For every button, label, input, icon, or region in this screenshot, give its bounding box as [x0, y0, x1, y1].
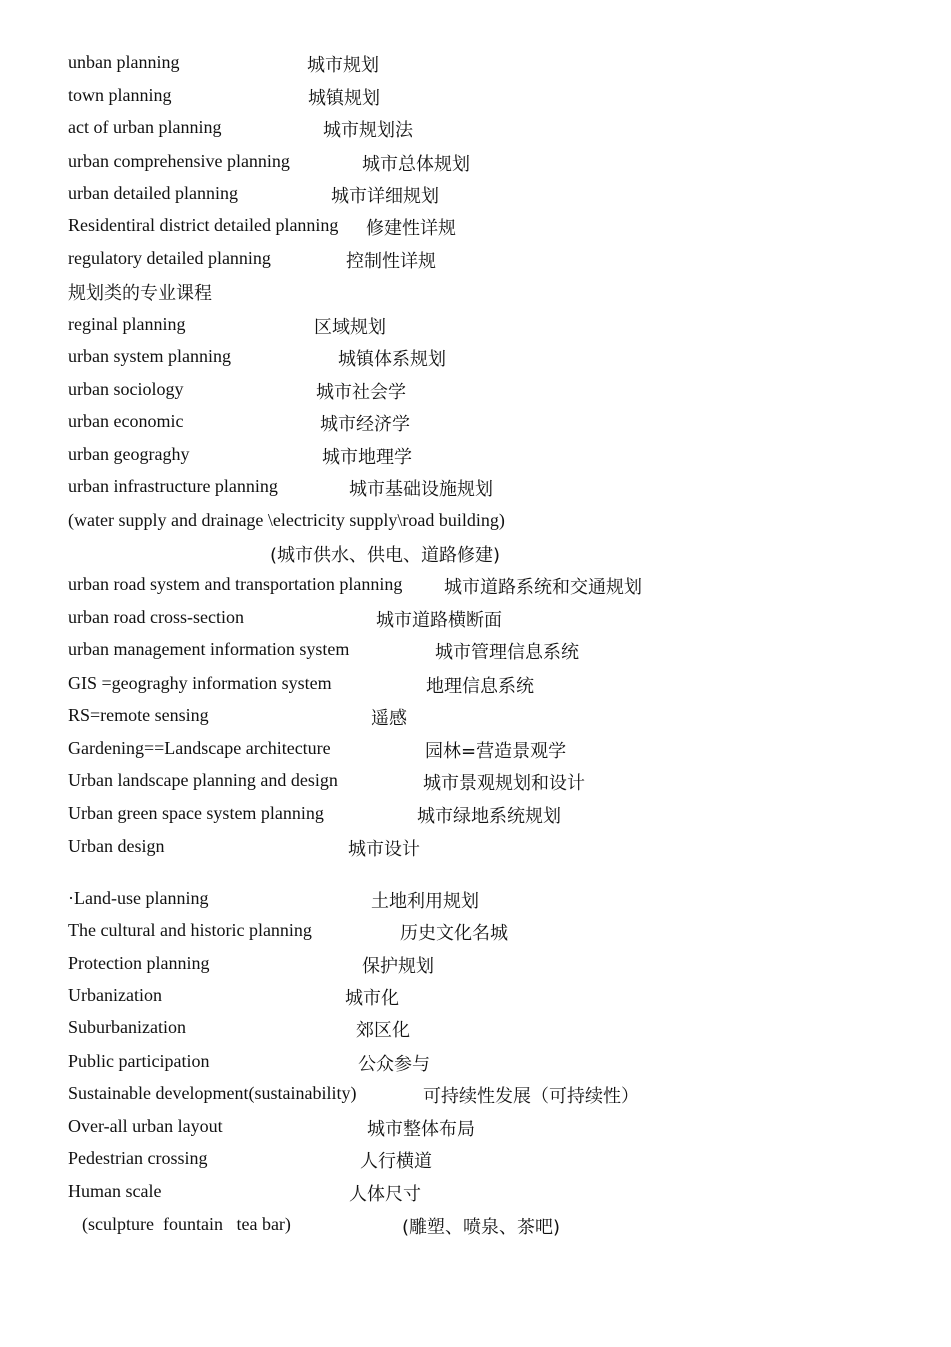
term-english: urban road cross-section [68, 607, 244, 627]
term-english: (water supply and drainage \electricity supply\road building) [68, 510, 505, 530]
term-english: urban detailed planning [68, 183, 238, 203]
term-english: GIS =geograghy information system [68, 673, 332, 693]
term-chinese: 城市总体规划 [362, 154, 470, 175]
term-english: Urban green space system planning [68, 803, 324, 823]
term-chinese: 遥感 [371, 708, 407, 729]
term-chinese: 公众参与 [358, 1054, 430, 1075]
term-english: urban sociology [68, 379, 184, 399]
term-english: Human scale [68, 1181, 162, 1201]
term-english: The cultural and historic planning [68, 920, 312, 940]
term-chinese: (城市供水、供电、道路修建) [270, 545, 501, 566]
term-chinese: 城镇体系规划 [338, 349, 446, 370]
term-english: Pedestrian crossing [68, 1148, 208, 1168]
term-chinese: 城市整体布局 [367, 1119, 475, 1140]
term-chinese: 城镇规划 [308, 88, 380, 109]
term-chinese: 城市道路横断面 [376, 610, 502, 631]
term-chinese: 城市规划法 [323, 120, 413, 141]
term-english: Gardening==Landscape architecture [68, 738, 331, 758]
term-english: (sculpture fountain tea bar) [82, 1214, 291, 1234]
term-english: Over-all urban layout [68, 1116, 223, 1136]
term-chinese: 城市经济学 [320, 414, 410, 435]
term-chinese: 城市地理学 [322, 447, 412, 468]
section-heading-text: 规划类的专业课程 [68, 283, 212, 304]
term-english: town planning [68, 85, 172, 105]
term-chinese: 城市景观规划和设计 [423, 773, 585, 794]
term-chinese: 可持续性发展（可持续性） [423, 1086, 639, 1107]
term-english: RS=remote sensing [68, 705, 209, 725]
term-english: Public participation [68, 1051, 210, 1071]
term-chinese: 修建性详规 [366, 218, 456, 239]
term-english: Urban design [68, 836, 165, 856]
term-chinese: 城市社会学 [316, 382, 406, 403]
term-english: urban road system and transportation planning [68, 574, 403, 594]
term-english: unban planning [68, 52, 180, 72]
term-english: regulatory detailed planning [68, 248, 271, 268]
term-english: Sustainable development(sustainability) [68, 1083, 357, 1103]
term-chinese: 园林=营造景观学 [425, 741, 567, 762]
term-chinese: (雕塑、喷泉、茶吧) [402, 1217, 561, 1238]
term-english: urban system planning [68, 346, 231, 366]
term-english: reginal planning [68, 314, 186, 334]
term-english: Urbanization [68, 985, 162, 1005]
term-chinese: 城市绿地系统规划 [417, 806, 561, 827]
term-chinese: 控制性详规 [346, 251, 436, 272]
term-english: act of urban planning [68, 117, 222, 137]
term-chinese: 城市详细规划 [331, 186, 439, 207]
term-english: Urban landscape planning and design [68, 770, 338, 790]
term-english: Protection planning [68, 953, 210, 973]
term-chinese: 区域规划 [314, 317, 386, 338]
term-chinese: 历史文化名城 [400, 923, 508, 944]
term-english: Suburbanization [68, 1017, 186, 1037]
term-chinese: 城市规划 [307, 55, 379, 76]
term-chinese: 保护规划 [362, 956, 434, 977]
term-english: urban comprehensive planning [68, 151, 290, 171]
term-english: urban infrastructure planning [68, 476, 278, 496]
term-chinese: 城市化 [345, 988, 399, 1009]
term-english: urban management information system [68, 639, 350, 659]
term-chinese: 地理信息系统 [426, 676, 534, 697]
term-english: urban geograghy [68, 444, 190, 464]
term-english: urban economic [68, 411, 184, 431]
term-chinese: 人体尺寸 [349, 1184, 421, 1205]
term-chinese: 城市道路系统和交通规划 [444, 577, 642, 598]
term-english: ·Land-use planning [68, 888, 209, 908]
term-chinese: 城市设计 [348, 839, 420, 860]
term-chinese: 城市基础设施规划 [349, 479, 493, 500]
term-english: Residentiral district detailed planning [68, 215, 339, 235]
term-chinese: 人行横道 [360, 1151, 432, 1172]
term-chinese: 土地利用规划 [371, 891, 479, 912]
term-chinese: 郊区化 [356, 1020, 410, 1041]
term-chinese: 城市管理信息系统 [435, 642, 579, 663]
